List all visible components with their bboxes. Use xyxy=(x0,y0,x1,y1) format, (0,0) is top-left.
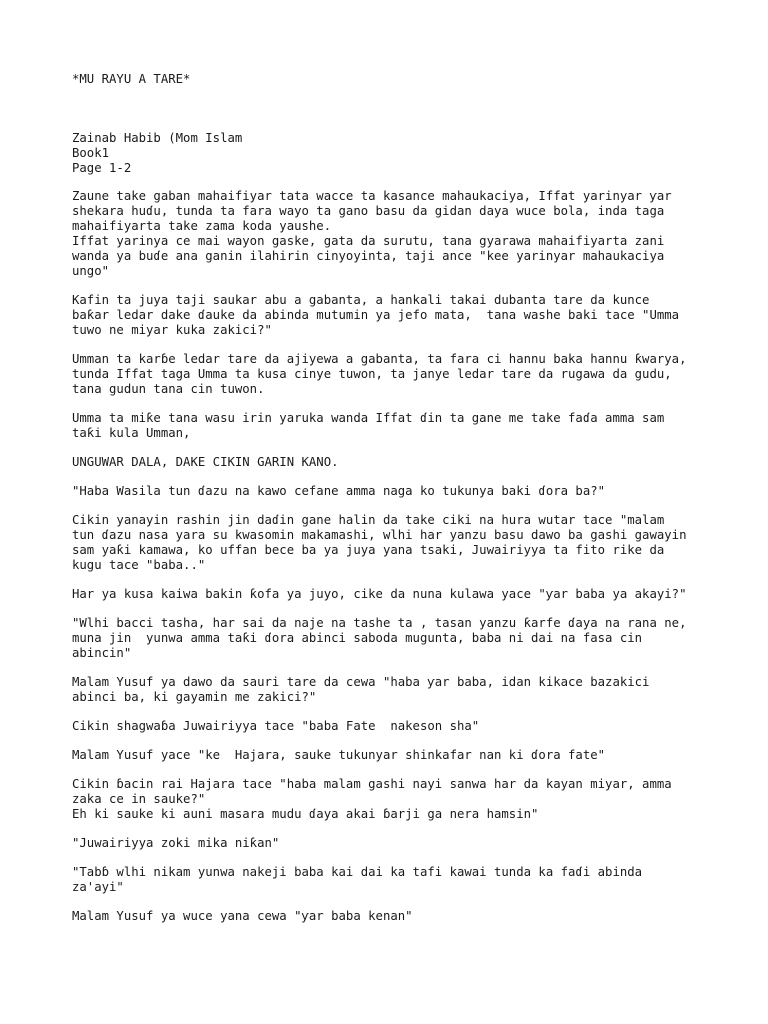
paragraph-line: "Tabɓ wlhi nikam yunwa nakeji baba kai dai ka tafi kawai tunda ka faɗi abinda xyxy=(72,865,643,879)
paragraph-line: za'ayi" xyxy=(72,880,124,894)
paragraph xyxy=(72,836,722,851)
paragraph-line: "Haba Wasila tun ɗazu na kawo cefane amma naga ko tukunya baki ɗora ba?" xyxy=(72,484,606,498)
paragraph-line: tunda Iffat taga Umma ta kusa cinye tuwon, ta janye ledar tare da rugawa da gudu, xyxy=(72,367,672,381)
paragraph xyxy=(72,616,722,661)
paragraph-line: Cikin shagwaɓa Juwairiyya tace "baba Fate nakeson sha" xyxy=(72,719,480,733)
author-line: Zainab Habib (Mom Islam xyxy=(72,131,243,145)
paragraph xyxy=(72,455,722,470)
paragraph-line: Umma ta miƙe tana wasu irin yaruka wanda Iffat ɗin ta gane me take faɗa amma sam xyxy=(72,411,665,425)
paragraph-line: taƙi kula Umman, xyxy=(72,426,191,440)
book-line: Book1 xyxy=(72,146,110,160)
paragraph-line: ungo" xyxy=(72,264,110,278)
paragraph-line: Kafin ta juya taji saukar abu a gabanta, a hankali takai dubanta tare da kunce xyxy=(72,293,650,307)
paragraph xyxy=(72,587,722,602)
paragraph xyxy=(72,675,722,705)
paragraph xyxy=(72,293,722,338)
paragraph xyxy=(72,484,722,499)
paragraph-line: muna jin yunwa amma taƙi ɗora abinci saboda mugunta, baba ni dai na fasa cin xyxy=(72,631,643,645)
paragraph-line: Eh ki sauke ki auni masara mudu ɗaya akai ɓarji ga nera hamsin" xyxy=(72,807,539,821)
paragraph xyxy=(72,189,722,279)
document-title: *MU RAYU A TARE* xyxy=(72,72,191,86)
paragraph-line: Umman ta karɓe ledar tare da ajiyewa a gabanta, ta fara ci hannu baka hannu ƙwarya, xyxy=(72,352,687,366)
paragraph-line: Malam Yusuf yace "ke Hajara, sauke tukunyar shinkafar nan ki ɗora fate" xyxy=(72,748,606,762)
paragraph-line: zaka ce in sauke?" xyxy=(72,792,206,806)
paragraph xyxy=(72,513,722,573)
paragraph-line: baƙar ledar dake ɗauke da abinda mutumin ya jefo mata, tana washe baki tace "Umma xyxy=(72,308,680,322)
document-body xyxy=(72,189,722,938)
paragraph-line: Cikin ɓacin rai Hajara tace "haba malam gashi nayi sanwa har da kayan miyar, amma xyxy=(72,777,672,791)
paragraph-line: sam yaƙi kamawa, ko uffan bece ba ya juya yana tsaki, Juwairiyya ta fito rike da xyxy=(72,543,665,557)
paragraph xyxy=(72,865,722,895)
paragraph-line: Har ya kusa kaiwa bakin ƙofa ya juyo, cike da nuna kulawa yace "ƴar baba ya akayi?" xyxy=(72,587,687,601)
paragraph xyxy=(72,777,722,822)
paragraph-line: tana gudun tana cin tuwon. xyxy=(72,382,265,396)
page-range-line: Page 1-2 xyxy=(72,161,132,175)
paragraph-line: tuwo ne miyar kuka zakici?" xyxy=(72,323,272,337)
paragraph-line: "Juwairiyya zoki mika niƙan" xyxy=(72,836,280,850)
paragraph-line: UNGUWAR DALA, DAKE CIKIN GARIN KANO. xyxy=(72,455,339,469)
paragraph-line: Iffat yarinya ce mai wayon gaske, gata da surutu, tana gyarawa mahaifiyarta zani xyxy=(72,234,665,248)
paragraph-line: abincin" xyxy=(72,646,132,660)
paragraph xyxy=(72,352,722,397)
paragraph-line: mahaifiyarta take zama koda yaushe. xyxy=(72,219,332,233)
paragraph-line: "Wlhi bacci tasha, har sai da naje na tashe ta , tasan yanzu ƙarfe ɗaya na rana ne, xyxy=(72,616,687,630)
paragraph-line: Cikin yanayin rashin jin daɗin gane halin da take ciki na hura wutar tace "malam xyxy=(72,513,665,527)
paragraph-line: kugu tace "baba.." xyxy=(72,558,206,572)
paragraph-line: Zaune take gaban mahaifiyar tata wacce ta kasance mahaukaciya, Iffat yarinyar ƴar xyxy=(72,189,672,203)
paragraph-line: Malam Yusuf ya dawo da sauri tare da cewa "haba ƴar baba, idan kikace bazakici xyxy=(72,675,650,689)
document-header xyxy=(72,131,242,176)
paragraph-line: abinci ba, ki gayamin me zakici?" xyxy=(72,690,317,704)
paragraph xyxy=(72,748,722,763)
paragraph xyxy=(72,909,722,924)
paragraph-line: Malam Yusuf ya wuce yana cewa "ƴar baba kenan" xyxy=(72,909,413,923)
paragraph xyxy=(72,719,722,734)
paragraph-line: wanda ya buɗe ana ganin ilahirin cinyoyinta, taji ance "kee yarinyar mahaukaciya xyxy=(72,249,665,263)
paragraph-line: shekara huɗu, tunda ta fara wayo ta gano basu da gidan daya wuce bola, inda taga xyxy=(72,204,665,218)
paragraph-line: tun ɗazu nasa yara su kwasomin makamashi, wlhi har yanzu basu dawo ba gashi gawayin xyxy=(72,528,687,542)
paragraph xyxy=(72,411,722,441)
